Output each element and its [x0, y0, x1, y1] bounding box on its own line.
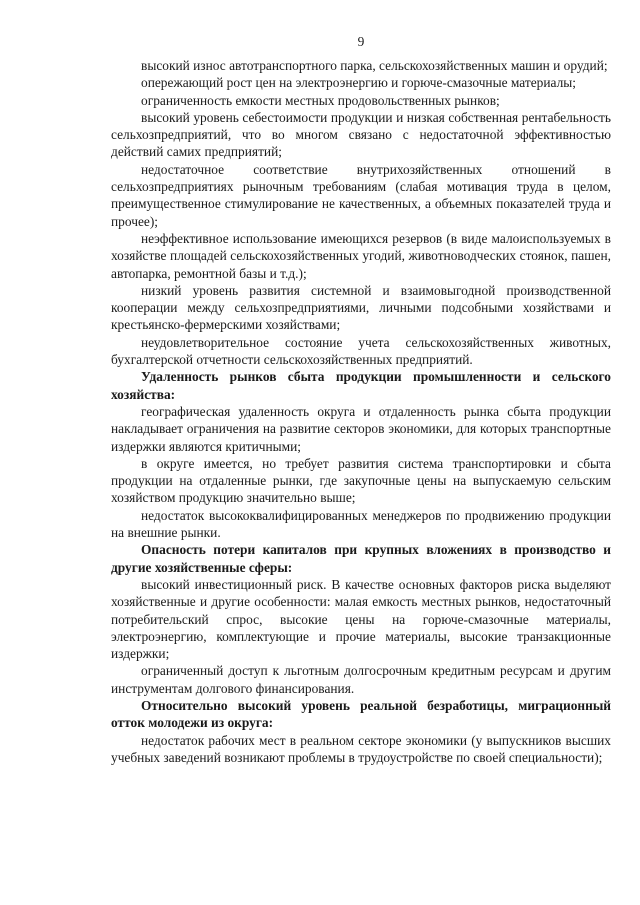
list-item-paragraph: высокий износ автотранспортного парка, сельскохозяйственных машин и орудий; [141, 58, 608, 73]
section-heading: Опасность потери капиталов при крупных вложениях в производство и другие хозяйственные сферы: [111, 542, 611, 575]
list-item-paragraph: неэффективное использование имеющихся резервов (в виде малоиспользуемых в хозяйстве площадей сельскохозяйственных угодий, животноводческих стоянок, пашен, автопарка, ремонтной базы и т.д.); [111, 230, 611, 281]
list-item-paragraph: недостаток рабочих мест в реальном секторе экономики (у выпускников высших учебных заведений возникают проблемы в трудоустройстве по своей специальности); [111, 732, 611, 765]
list-item-paragraph: ограниченность емкости местных продовольственных рынков; [141, 92, 500, 108]
list-item-paragraph: географическая удаленность округа и отдаленность рынка сбыта продукции накладывает ограничения на развитие секторов экономики, для которых транспортные издержки являются критичными; [111, 403, 611, 454]
list-item-paragraph: неудовлетворительное состояние учета сельскохозяйственных животных, бухгалтерской отчетности сельскохозяйственных предприятий. [111, 334, 611, 368]
list-item-paragraph: высокий уровень себестоимости продукции и низкая собственная рентабельность сельхозпредприятий, что во многом связано с недостаточной эффективностью действий самих предприятий; [111, 109, 611, 160]
list-item-paragraph: недостаточное соответствие внутрихозяйственных отношений в сельхозпредприятиях рыночным требованиям (слабая мотивация труда в целом, преимущественное стимулирование не качественных, а объемных показателей труда и прочее); [111, 161, 611, 229]
page-number: 9 [357, 34, 365, 49]
list-item-paragraph: высокий инвестиционный риск. В качестве основных факторов риска выделяют хозяйственные и другие особенности: малая емкость местных рынков, недостаточный потребительский спрос, высокие цены на горюче-смазочные материалы, электроэнергию, комплектующие и прочие материалы, высокие транзакционные издержки; [111, 576, 611, 662]
section-heading: Относительно высокий уровень реальной безработицы, миграционный отток молодежи из округа: [111, 697, 611, 731]
section-heading: Удаленность рынков сбыта продукции промышленности и сельского хозяйства: [111, 369, 611, 402]
list-item-paragraph: низкий уровень развития системной и взаимовыгодной производственной кооперации между сельхозпредприятиями, личными подсобными хозяйствами и крестьянско-фермерскими хозяйствами; [111, 282, 611, 333]
list-item-paragraph: опережающий рост цен на электроэнергию и горюче-смазочные материалы; [141, 75, 576, 91]
list-item-paragraph: в округе имеется, но требует развития система транспортировки и сбыта продукции на отдаленные рынки, где закупочные цены на выпускаемую сельским хозяйством продукцию значительно выше; [111, 455, 611, 506]
list-item-paragraph: ограниченный доступ к льготным долгосрочным кредитным ресурсам и другим инструментам долгового финансирования. [111, 663, 611, 696]
list-item-paragraph: недостаток высококвалифицированных менеджеров по продвижению продукции на внешние рынки. [111, 507, 611, 541]
document-body [111, 57, 611, 766]
